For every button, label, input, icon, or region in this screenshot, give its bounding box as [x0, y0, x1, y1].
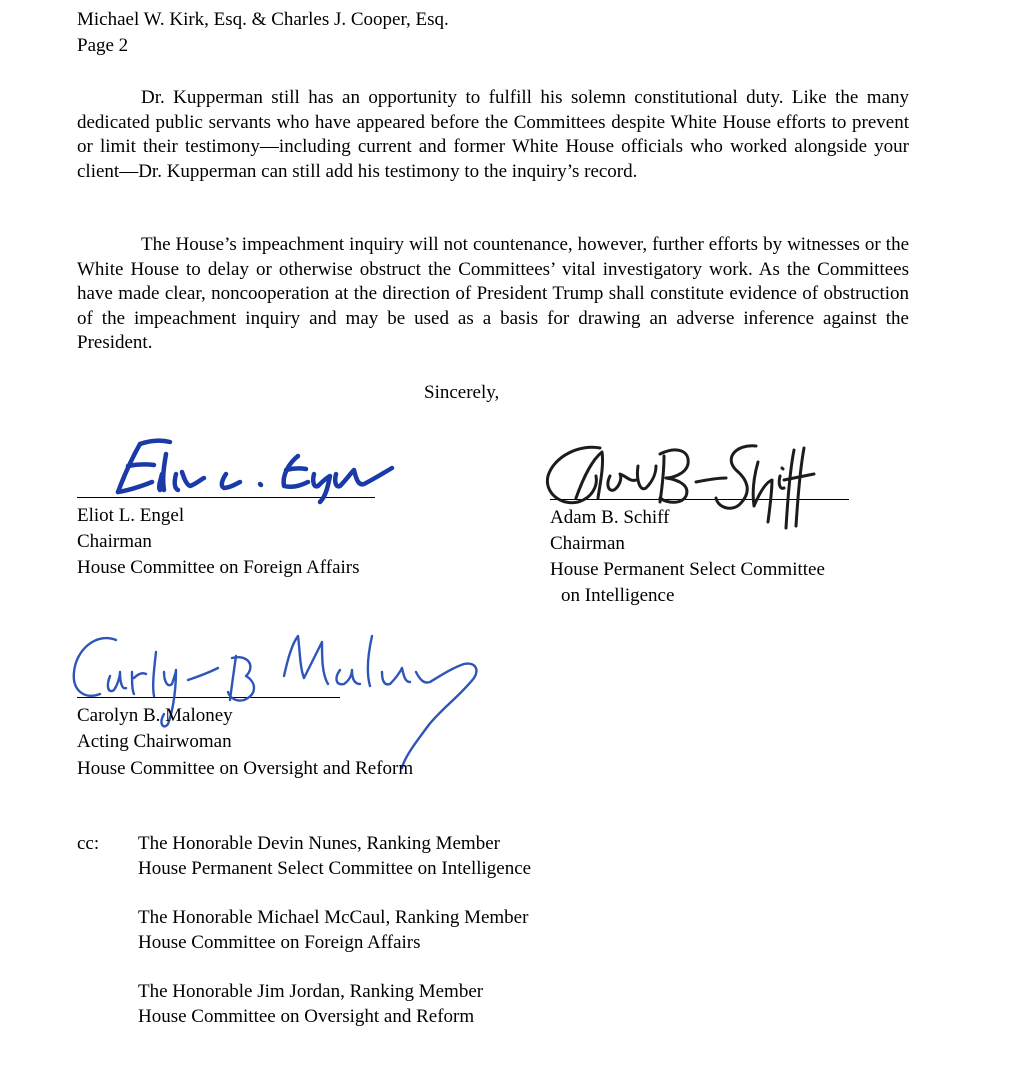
engel-name: Eliot L. Engel	[77, 505, 185, 526]
body-paragraph-2-text: The House’s impeachment inquiry will not countenance, however, further efforts by witnesses or the White House to delay or otherwise obstruct the Committees’ vital investigatory work. As the Committees have made clear, noncooperation at the direction of President Trump shall constitute evidence of obstruction of the impeachment inquiry and may be used as a basis for drawing an adverse inference against the President.	[77, 234, 909, 353]
cc-recipient-committee: House Committee on Oversight and Reform	[138, 1006, 475, 1027]
engel-title: Chairman	[77, 531, 152, 552]
letter-addressees: Michael W. Kirk, Esq. & Charles J. Cooper, Esq.	[77, 9, 449, 30]
schiff-committee-line-1: House Permanent Select Committee	[550, 559, 825, 580]
cc-recipient-name: The Honorable Jim Jordan, Ranking Member	[138, 981, 484, 1002]
page-number: Page 2	[77, 35, 129, 56]
cc-recipient-name: The Honorable Devin Nunes, Ranking Member	[138, 833, 500, 854]
cc-recipient-name: The Honorable Michael McCaul, Ranking Member	[138, 907, 529, 928]
maloney-committee: House Committee on Oversight and Reform	[77, 758, 414, 779]
engel-committee: House Committee on Foreign Affairs	[77, 557, 360, 578]
closing-salutation: Sincerely,	[424, 382, 500, 403]
engel-handwritten-signature	[100, 434, 400, 504]
body-paragraph-2	[77, 233, 909, 356]
maloney-handwritten-signature	[60, 628, 490, 778]
body-paragraph-1-text: Dr. Kupperman still has an opportunity to fulfill his solemn constitutional duty. Like the many dedicated public servants who have appeared before the Committees despite White House efforts to prevent or limit their testimony—including current and former White House officials who worked alongside your client—Dr. Kupperman can still add his testimony to the inquiry’s record.	[77, 87, 909, 182]
schiff-committee-line-2: on Intelligence	[561, 585, 675, 606]
cc-recipient-committee: House Committee on Foreign Affairs	[138, 932, 421, 953]
cc-recipient-committee: House Permanent Select Committee on Intelligence	[138, 858, 532, 879]
maloney-title: Acting Chairwoman	[77, 731, 232, 752]
cc-label: cc:	[77, 833, 100, 854]
body-paragraph-1	[77, 86, 909, 184]
schiff-title: Chairman	[550, 533, 625, 554]
maloney-name: Carolyn B. Maloney	[77, 705, 233, 726]
schiff-name: Adam B. Schiff	[550, 507, 670, 528]
